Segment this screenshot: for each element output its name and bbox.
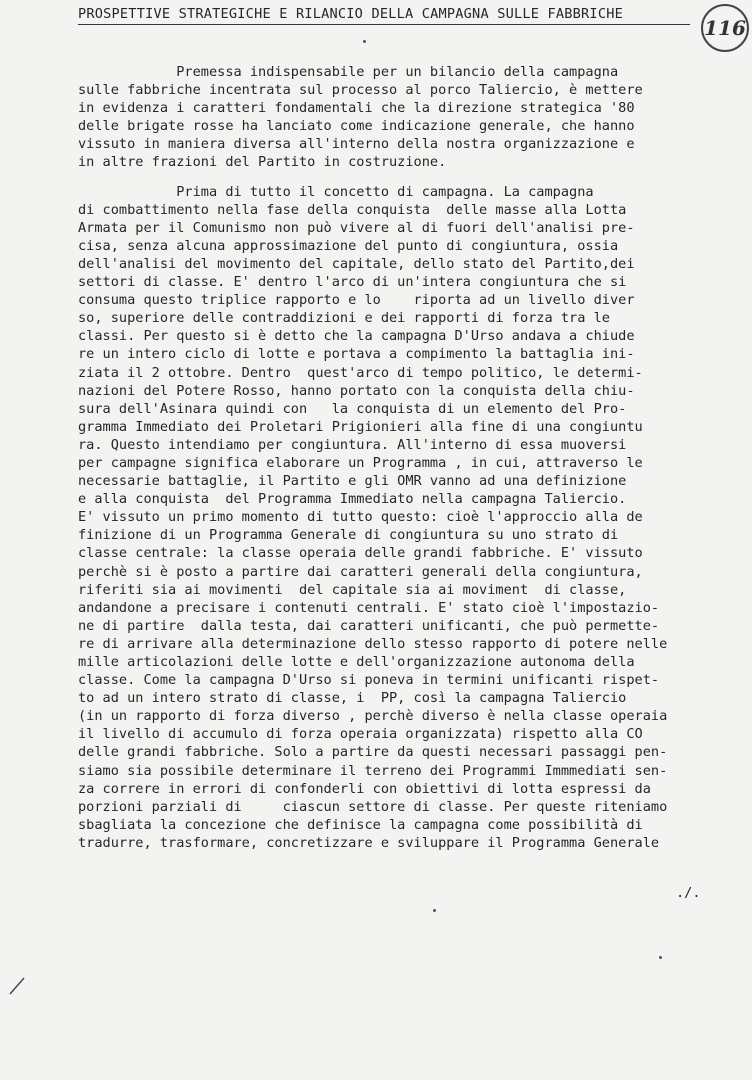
text-line: settori di classe. E' dentro l'arco di un'intera congiuntura che si bbox=[78, 274, 627, 291]
text-line: perchè si è posto a partire dai caratteri generali della congiuntura, bbox=[78, 563, 643, 580]
text-line: sulle fabbriche incentrata sul processo al porco Taliercio, è mettere bbox=[78, 82, 643, 99]
text-line: to ad un intero strato di classe, i PP, così la campagna Taliercio bbox=[78, 690, 627, 707]
text-line: za correre in errori di confonderli con obiettivi di lotta espressi da bbox=[78, 780, 651, 797]
text-line: di combattimento nella fase della conquista delle masse alla Lotta bbox=[78, 201, 627, 218]
text-line: in altre frazioni del Partito in costruzione. bbox=[78, 154, 447, 171]
text-line: Prima di tutto il concetto di campagna. La campagna bbox=[78, 183, 594, 200]
text-line: re di arrivare alla determinazione dello stesso rapporto di potere nelle bbox=[78, 635, 668, 652]
text-line: per campagne significa elaborare un Programma , in cui, attraverso le bbox=[78, 454, 643, 471]
text-line: delle brigate rosse ha lanciato come indicazione generale, che hanno bbox=[78, 118, 635, 135]
text-line: finizione di un Programma Generale di congiuntura su uno strato di bbox=[78, 527, 619, 544]
text-line: re un intero ciclo di lotte e portava a compimento la battaglia ini- bbox=[78, 346, 635, 363]
text-line: gramma Immediato dei Proletari Prigionieri alla fine di una congiuntu bbox=[78, 418, 643, 435]
text-line: ra. Questo intendiamo per congiuntura. All'interno di essa muoversi bbox=[78, 436, 627, 453]
document-body bbox=[78, 63, 742, 852]
paragraph-gap bbox=[78, 172, 742, 183]
text-line: ziata il 2 ottobre. Dentro quest'arco di tempo politico, le determi- bbox=[78, 364, 643, 381]
text-line: E' vissuto un primo momento di tutto questo: cioè l'approccio alla de bbox=[78, 509, 643, 526]
page-number-circle: 116 bbox=[701, 4, 749, 52]
text-line: porzioni parziali di ciascun settore di classe. Per queste riteniamo bbox=[78, 798, 668, 815]
text-line: consuma questo triplice rapporto e lo riporta ad un livello diver bbox=[78, 292, 635, 309]
text-line: ne di partire dalla testa, dai caratteri unificanti, che può permette- bbox=[78, 617, 660, 634]
text-line: classe centrale: la classe operaia delle grandi fabbriche. E' vissuto bbox=[78, 545, 643, 562]
document-header: PROSPETTIVE STRATEGICHE E RILANCIO DELLA CAMPAGNA SULLE FABBRICHE bbox=[78, 6, 690, 25]
text-line: necessarie battaglie, il Partito e gli OMR vanno ad una definizione bbox=[78, 473, 627, 490]
text-line: delle grandi fabbriche. Solo a partire da questi necessari passaggi pen- bbox=[78, 744, 668, 761]
text-line: so, superiore delle contraddizioni e dei rapporti di forza tra le bbox=[78, 310, 610, 327]
stray-mark bbox=[433, 909, 436, 912]
text-line: classi. Per questo si è detto che la campagna D'Urso andava a chiude bbox=[78, 328, 635, 345]
text-line: nazioni del Potere Rosso, hanno portato con la conquista della chiu- bbox=[78, 382, 635, 399]
text-line: il livello di accumulo di forza operaia organizzata) rispetto alla CO bbox=[78, 726, 643, 743]
text-line: andandone a precisare i contenuti centrali. E' stato cioè l'impostazio- bbox=[78, 599, 660, 616]
continuation-mark: ./. bbox=[676, 885, 701, 901]
text-line: dell'analisi del movimento del capitale, dello stato del Partito,dei bbox=[78, 255, 635, 272]
text-line: siamo sia possibile determinare il terreno dei Programmi Immmediati sen- bbox=[78, 762, 668, 779]
text-line: mille articolazioni delle lotte e dell'organizzazione autonoma della bbox=[78, 654, 635, 670]
stray-mark bbox=[8, 974, 28, 996]
text-line: sbagliata la concezione che definisce la campagna come possibilità di bbox=[78, 816, 643, 833]
text-line: Premessa indispensabile per un bilancio della campagna bbox=[78, 64, 619, 80]
stray-mark bbox=[659, 956, 662, 959]
text-line: tradurre, trasformare, concretizzare e sviluppare il Programma Generale bbox=[78, 834, 660, 851]
text-line: classe. Come la campagna D'Urso si poneva in termini unificanti rispet- bbox=[78, 672, 660, 689]
text-line: vissuto in maniera diversa all'interno della nostra organizzazione e bbox=[78, 136, 635, 153]
text-line: (in un rapporto di forza diverso , perchè diverso è nella classe operaia bbox=[78, 708, 668, 725]
text-line: in evidenza i caratteri fondamentali che la direzione strategica '80 bbox=[78, 100, 635, 117]
text-line: sura dell'Asinara quindi con la conquista di un elemento del Pro- bbox=[78, 400, 627, 417]
text-line: e alla conquista del Programma Immediato nella campagna Taliercio. bbox=[78, 491, 627, 508]
text-line: Armata per il Comunismo non può vivere al di fuori dell'analisi pre- bbox=[78, 219, 635, 236]
text-line: riferiti sia ai movimenti del capitale sia ai moviment di classe, bbox=[78, 581, 627, 598]
stray-mark bbox=[363, 40, 366, 43]
text-line: cisa, senza alcuna approssimazione del punto di congiuntura, ossia bbox=[78, 237, 619, 254]
